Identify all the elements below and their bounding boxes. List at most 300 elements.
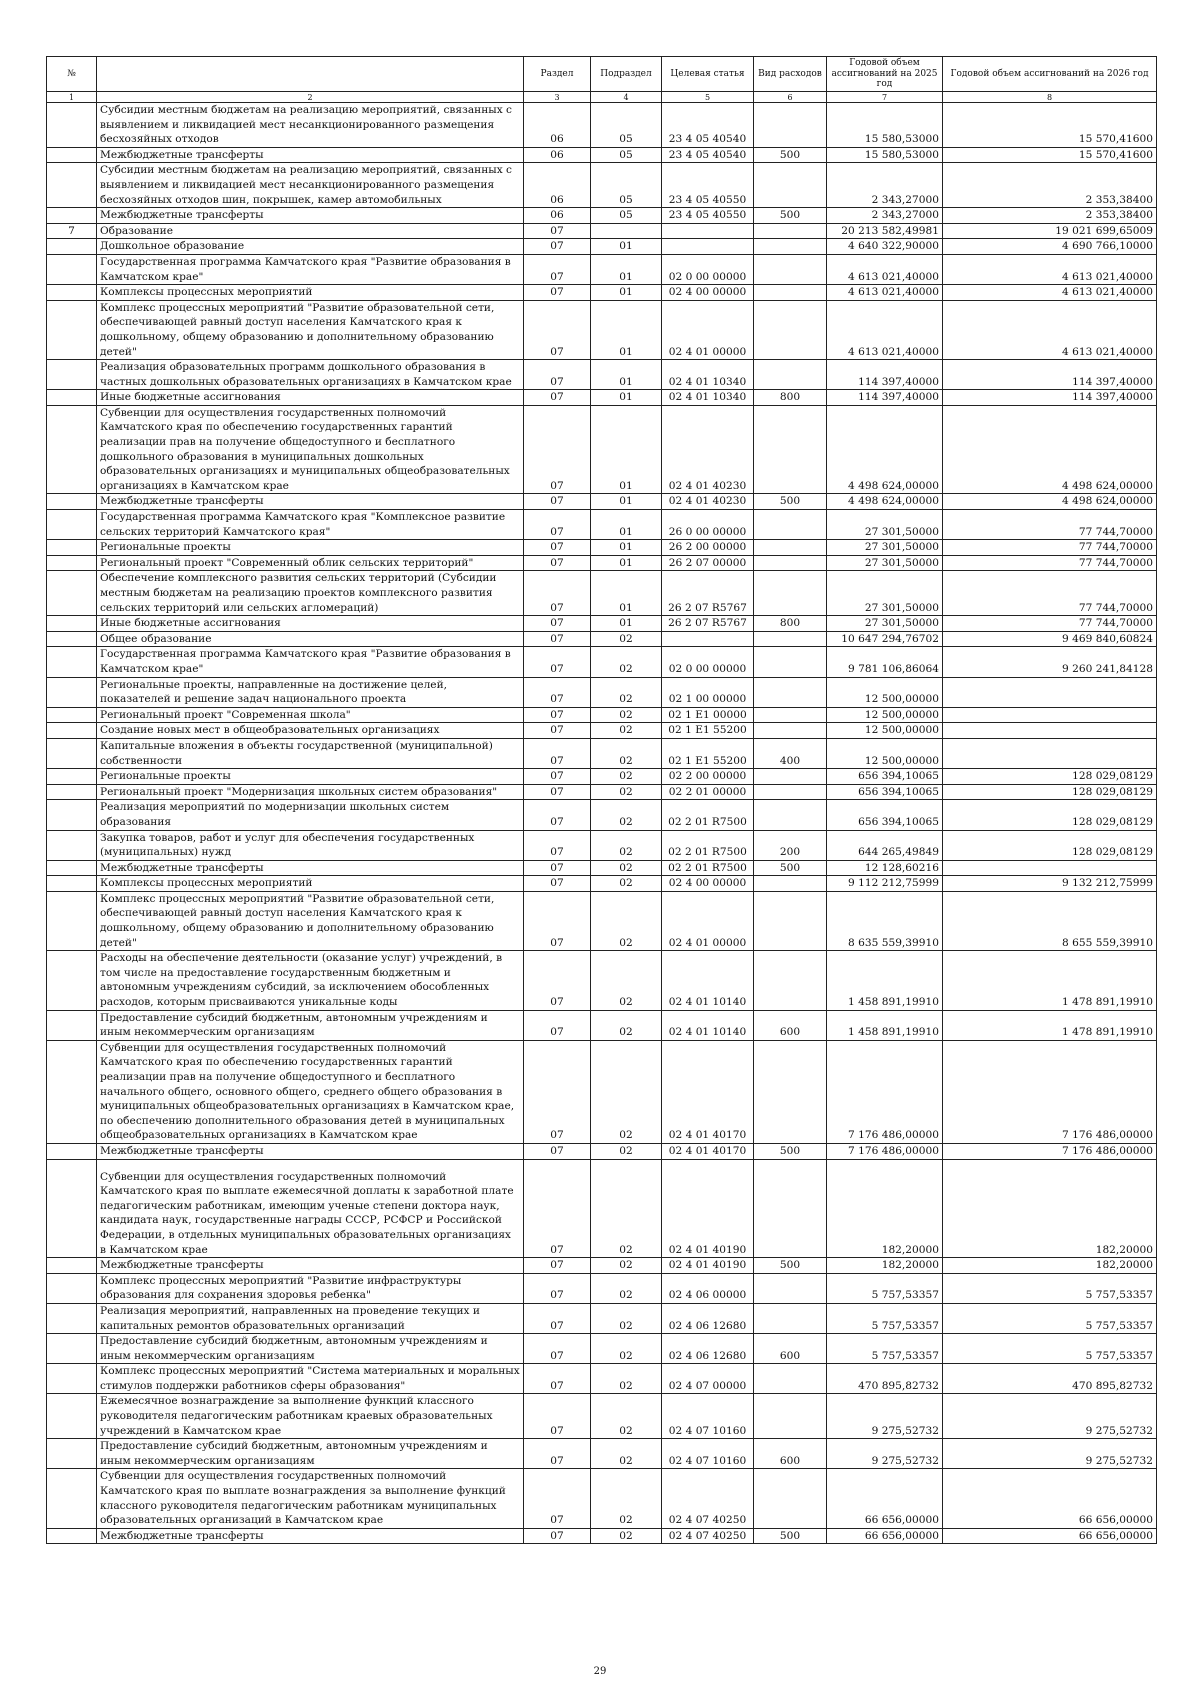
amount-2026	[943, 723, 1157, 739]
column-number-row	[47, 92, 1157, 103]
expense-type-code	[754, 677, 827, 707]
item-name: Региональные проекты	[97, 769, 524, 785]
razdel-code: 07	[524, 769, 591, 785]
amount-2025: 12 500,00000	[827, 738, 943, 768]
razdel-code: 06	[524, 147, 591, 163]
table-row	[47, 860, 1157, 876]
amount-2025: 12 500,00000	[827, 723, 943, 739]
article-code: 02 2 01 R7500	[662, 830, 754, 860]
amount-2025: 4 613 021,40000	[827, 254, 943, 284]
expense-type-code	[754, 1364, 827, 1394]
row-number	[47, 254, 97, 284]
razdel-code: 07	[524, 647, 591, 677]
amount-2025: 114 397,40000	[827, 360, 943, 390]
header-vol2026: Годовой объем ассигнований на 2026 год	[943, 57, 1157, 92]
row-number	[47, 860, 97, 876]
razdel-code: 07	[524, 1040, 591, 1143]
item-name: Комплекс процессных мероприятий "Развитие образовательной сети, обеспечивающей равный доступ населения Камчатского края к дошкольному, общему образованию и дополнительному образованию детей"	[97, 891, 524, 950]
razdel-code: 07	[524, 631, 591, 647]
amount-2026: 5 757,53357	[943, 1273, 1157, 1303]
podrazdel-code: 02	[591, 1303, 662, 1333]
podrazdel-code: 02	[591, 1469, 662, 1528]
expense-type-code	[754, 769, 827, 785]
row-number	[47, 707, 97, 723]
expense-type-code	[754, 239, 827, 255]
podrazdel-code: 01	[591, 254, 662, 284]
podrazdel-code: 02	[591, 1528, 662, 1544]
row-number	[47, 1394, 97, 1439]
razdel-code: 07	[524, 1394, 591, 1439]
podrazdel-code: 02	[591, 860, 662, 876]
article-code: 02 4 01 40170	[662, 1143, 754, 1159]
podrazdel-code: 02	[591, 677, 662, 707]
expense-type-code: 500	[754, 147, 827, 163]
razdel-code: 07	[524, 784, 591, 800]
row-number	[47, 147, 97, 163]
row-number	[47, 390, 97, 406]
amount-2026: 15 570,41600	[943, 147, 1157, 163]
amount-2025: 12 128,60216	[827, 860, 943, 876]
expense-type-code: 600	[754, 1439, 827, 1469]
row-number	[47, 616, 97, 632]
table-row	[47, 223, 1157, 239]
article-code: 26 2 07 00000	[662, 555, 754, 571]
item-name: Субсидии местным бюджетам на реализацию мероприятий, связанных с выявлением и ликвидацией мест несанкционированного размещения бесхозяйных отходов шин, покрышек, камер автомобильных	[97, 163, 524, 208]
item-name: Иные бюджетные ассигнования	[97, 390, 524, 406]
podrazdel-code: 01	[591, 285, 662, 301]
amount-2026: 7 176 486,00000	[943, 1143, 1157, 1159]
item-name: Межбюджетные трансферты	[97, 494, 524, 510]
razdel-code: 07	[524, 616, 591, 632]
table-row	[47, 239, 1157, 255]
amount-2026: 77 744,70000	[943, 555, 1157, 571]
table-row	[47, 1394, 1157, 1439]
expense-type-code: 500	[754, 494, 827, 510]
amount-2025: 114 397,40000	[827, 390, 943, 406]
amount-2026	[943, 707, 1157, 723]
item-name: Субвенции для осуществления государственных полномочий Камчатского края по выплате вознаграждения за выполнение функций классного руководителя педагогическим работникам муниципальных образовательных организаций в Камчатском крае	[97, 1469, 524, 1528]
amount-2026: 1 478 891,19910	[943, 951, 1157, 1010]
podrazdel-code: 01	[591, 405, 662, 494]
row-number	[47, 1364, 97, 1394]
article-code: 02 4 00 00000	[662, 876, 754, 892]
item-name: Межбюджетные трансферты	[97, 860, 524, 876]
table-row	[47, 1364, 1157, 1394]
expense-type-code	[754, 723, 827, 739]
row-number	[47, 738, 97, 768]
article-code: 23 4 05 40540	[662, 147, 754, 163]
row-number	[47, 360, 97, 390]
amount-2026: 128 029,08129	[943, 800, 1157, 830]
amount-2026: 77 744,70000	[943, 571, 1157, 616]
expense-type-code	[754, 223, 827, 239]
amount-2026: 19 021 699,65009	[943, 223, 1157, 239]
amount-2025: 2 343,27000	[827, 208, 943, 224]
expense-type-code	[754, 631, 827, 647]
razdel-code: 07	[524, 1273, 591, 1303]
amount-2026: 77 744,70000	[943, 540, 1157, 556]
table-row	[47, 951, 1157, 1010]
razdel-code: 07	[524, 1143, 591, 1159]
razdel-code: 07	[524, 494, 591, 510]
amount-2025: 656 394,10065	[827, 769, 943, 785]
item-name: Предоставление субсидий бюджетным, автономным учреждениям и иным некоммерческим организациям	[97, 1439, 524, 1469]
razdel-code: 07	[524, 300, 591, 359]
row-number	[47, 1159, 97, 1258]
amount-2026: 66 656,00000	[943, 1528, 1157, 1544]
row-number	[47, 647, 97, 677]
expense-type-code	[754, 876, 827, 892]
article-code: 02 2 00 00000	[662, 769, 754, 785]
amount-2025: 15 580,53000	[827, 147, 943, 163]
podrazdel-code: 02	[591, 631, 662, 647]
table-row	[47, 1303, 1157, 1333]
header-article: Целевая статья	[662, 57, 754, 92]
article-code: 02 0 00 00000	[662, 647, 754, 677]
podrazdel-code: 02	[591, 830, 662, 860]
item-name: Региональный проект "Современный облик сельских территорий"	[97, 555, 524, 571]
razdel-code: 07	[524, 951, 591, 1010]
header-razdel: Раздел	[524, 57, 591, 92]
expense-type-code: 500	[754, 208, 827, 224]
header-podrazdel: Подраздел	[591, 57, 662, 92]
article-code: 02 4 00 00000	[662, 285, 754, 301]
expense-type-code: 500	[754, 860, 827, 876]
podrazdel-code: 02	[591, 738, 662, 768]
expense-type-code	[754, 103, 827, 148]
expense-type-code	[754, 784, 827, 800]
row-number	[47, 876, 97, 892]
podrazdel-code: 02	[591, 1258, 662, 1274]
table-row	[47, 494, 1157, 510]
item-name: Комплекс процессных мероприятий "Развитие инфраструктуры образования для сохранения здоровья ребенка"	[97, 1273, 524, 1303]
row-number	[47, 631, 97, 647]
header-vol2025: Годовой объем ассигнований на 2025 год	[827, 57, 943, 92]
item-name: Государственная программа Камчатского края "Развитие образования в Камчатском крае"	[97, 647, 524, 677]
razdel-code: 07	[524, 285, 591, 301]
article-code: 02 4 01 40170	[662, 1040, 754, 1143]
amount-2025: 182,20000	[827, 1159, 943, 1258]
article-code: 02 1 E1 00000	[662, 707, 754, 723]
amount-2026: 114 397,40000	[943, 360, 1157, 390]
expense-type-code	[754, 1469, 827, 1528]
table-row	[47, 1010, 1157, 1040]
table-row	[47, 1334, 1157, 1364]
header-exp-type: Вид расходов	[754, 57, 827, 92]
table-row	[47, 707, 1157, 723]
table-row	[47, 800, 1157, 830]
row-number	[47, 540, 97, 556]
razdel-code: 07	[524, 1010, 591, 1040]
budget-table	[46, 56, 1157, 1544]
amount-2026: 4 498 624,00000	[943, 494, 1157, 510]
amount-2025: 66 656,00000	[827, 1469, 943, 1528]
expense-type-code	[754, 254, 827, 284]
razdel-code: 07	[524, 738, 591, 768]
table-row	[47, 1469, 1157, 1528]
podrazdel-code: 02	[591, 1394, 662, 1439]
podrazdel-code: 02	[591, 1334, 662, 1364]
article-code: 02 1 E1 55200	[662, 723, 754, 739]
table-row	[47, 555, 1157, 571]
razdel-code: 07	[524, 555, 591, 571]
amount-2025: 7 176 486,00000	[827, 1040, 943, 1143]
amount-2026: 128 029,08129	[943, 769, 1157, 785]
expense-type-code	[754, 951, 827, 1010]
amount-2025: 5 757,53357	[827, 1303, 943, 1333]
amount-2026: 77 744,70000	[943, 510, 1157, 540]
table-row	[47, 285, 1157, 301]
amount-2026: 15 570,41600	[943, 103, 1157, 148]
podrazdel-code: 01	[591, 300, 662, 359]
podrazdel-code: 02	[591, 707, 662, 723]
column-number: 5	[662, 92, 754, 103]
razdel-code: 07	[524, 876, 591, 892]
item-name: Общее образование	[97, 631, 524, 647]
razdel-code: 07	[524, 405, 591, 494]
podrazdel-code: 01	[591, 494, 662, 510]
amount-2025: 27 301,50000	[827, 616, 943, 632]
header-num: №	[47, 57, 97, 92]
article-code: 26 2 07 R5767	[662, 616, 754, 632]
amount-2025: 5 757,53357	[827, 1334, 943, 1364]
row-number	[47, 239, 97, 255]
row-number	[47, 1469, 97, 1528]
razdel-code: 07	[524, 860, 591, 876]
podrazdel-code: 01	[591, 390, 662, 406]
razdel-code: 06	[524, 208, 591, 224]
amount-2025: 182,20000	[827, 1258, 943, 1274]
item-name: Государственная программа Камчатского края "Развитие образования в Камчатском крае"	[97, 254, 524, 284]
razdel-code: 07	[524, 1334, 591, 1364]
article-code: 02 4 06 12680	[662, 1334, 754, 1364]
table-row	[47, 405, 1157, 494]
podrazdel-code: 02	[591, 891, 662, 950]
podrazdel-code: 02	[591, 1364, 662, 1394]
expense-type-code: 400	[754, 738, 827, 768]
table-row	[47, 103, 1157, 148]
row-number	[47, 891, 97, 950]
amount-2026: 128 029,08129	[943, 784, 1157, 800]
expense-type-code	[754, 1273, 827, 1303]
row-number	[47, 769, 97, 785]
amount-2025: 644 265,49849	[827, 830, 943, 860]
item-name: Реализация мероприятий, направленных на проведение текущих и капитальных ремонтов образовательных организаций	[97, 1303, 524, 1333]
amount-2025: 656 394,10065	[827, 800, 943, 830]
item-name: Обеспечение комплексного развития сельских территорий (Субсидии местным бюджетам на реализацию проектов комплексного развития сельских территорий или сельских агломераций)	[97, 571, 524, 616]
article-code: 26 2 00 00000	[662, 540, 754, 556]
table-row	[47, 647, 1157, 677]
item-name: Создание новых мест в общеобразовательных организациях	[97, 723, 524, 739]
podrazdel-code: 01	[591, 616, 662, 632]
podrazdel-code: 01	[591, 510, 662, 540]
razdel-code: 07	[524, 1159, 591, 1258]
amount-2026: 114 397,40000	[943, 390, 1157, 406]
razdel-code: 07	[524, 223, 591, 239]
column-number: 8	[943, 92, 1157, 103]
item-name: Расходы на обеспечение деятельности (оказание услуг) учреждений, в том числе на предоставление государственным бюджетным и автономным учреждениям субсидий, за исключением обособленных расходов, которым присваиваются уникальные коды	[97, 951, 524, 1010]
row-number	[47, 951, 97, 1010]
amount-2026: 5 757,53357	[943, 1303, 1157, 1333]
row-number	[47, 830, 97, 860]
podrazdel-code: 01	[591, 239, 662, 255]
razdel-code: 07	[524, 1528, 591, 1544]
amount-2026: 9 275,52732	[943, 1439, 1157, 1469]
table-row	[47, 723, 1157, 739]
expense-type-code: 500	[754, 1143, 827, 1159]
amount-2026: 4 613 021,40000	[943, 300, 1157, 359]
amount-2026: 9 275,52732	[943, 1394, 1157, 1439]
row-number	[47, 405, 97, 494]
podrazdel-code: 02	[591, 723, 662, 739]
table-row	[47, 738, 1157, 768]
amount-2026: 128 029,08129	[943, 830, 1157, 860]
item-name: Предоставление субсидий бюджетным, автономным учреждениям и иным некоммерческим организациям	[97, 1010, 524, 1040]
podrazdel-code: 01	[591, 571, 662, 616]
podrazdel-code: 02	[591, 951, 662, 1010]
podrazdel-code	[591, 223, 662, 239]
amount-2025: 656 394,10065	[827, 784, 943, 800]
podrazdel-code: 02	[591, 1143, 662, 1159]
item-name: Образование	[97, 223, 524, 239]
razdel-code: 07	[524, 1258, 591, 1274]
razdel-code: 07	[524, 830, 591, 860]
article-code: 02 4 01 10140	[662, 1010, 754, 1040]
amount-2025: 4 640 322,90000	[827, 239, 943, 255]
podrazdel-code: 05	[591, 147, 662, 163]
expense-type-code: 600	[754, 1334, 827, 1364]
amount-2026: 9 260 241,84128	[943, 647, 1157, 677]
amount-2026: 8 655 559,39910	[943, 891, 1157, 950]
article-code	[662, 631, 754, 647]
item-name: Межбюджетные трансферты	[97, 147, 524, 163]
expense-type-code: 500	[754, 1258, 827, 1274]
podrazdel-code: 02	[591, 1273, 662, 1303]
article-code: 02 4 01 00000	[662, 300, 754, 359]
expense-type-code	[754, 571, 827, 616]
razdel-code: 07	[524, 571, 591, 616]
podrazdel-code: 05	[591, 163, 662, 208]
amount-2025: 27 301,50000	[827, 555, 943, 571]
podrazdel-code: 05	[591, 208, 662, 224]
row-number	[47, 555, 97, 571]
amount-2026: 4 690 766,10000	[943, 239, 1157, 255]
amount-2026: 182,20000	[943, 1159, 1157, 1258]
item-name: Межбюджетные трансферты	[97, 1528, 524, 1544]
podrazdel-code: 02	[591, 876, 662, 892]
article-code: 26 2 07 R5767	[662, 571, 754, 616]
amount-2025: 1 458 891,19910	[827, 951, 943, 1010]
amount-2026: 470 895,82732	[943, 1364, 1157, 1394]
row-number	[47, 1143, 97, 1159]
item-name: Закупка товаров, работ и услуг для обеспечения государственных (муниципальных) нужд	[97, 830, 524, 860]
razdel-code: 07	[524, 1439, 591, 1469]
razdel-code: 07	[524, 800, 591, 830]
podrazdel-code: 02	[591, 1040, 662, 1143]
row-number	[47, 208, 97, 224]
article-code: 02 1 00 00000	[662, 677, 754, 707]
amount-2026: 66 656,00000	[943, 1469, 1157, 1528]
item-name: Государственная программа Камчатского края "Комплексное развитие сельских территорий Камчатского края"	[97, 510, 524, 540]
amount-2026	[943, 738, 1157, 768]
row-number	[47, 1010, 97, 1040]
item-name: Субвенции для осуществления государственных полномочий Камчатского края по обеспечению государственных гарантий реализации прав на получение общедоступного и бесплатного начального общего, основного общего, среднего общего образования в муниципальных общеобразовательных организациях в Камчатском крае, по обеспечению дополнительного образования детей в муниципальных общеобразовательных организациях в Камчатском крае	[97, 1040, 524, 1143]
article-code: 02 1 E1 55200	[662, 738, 754, 768]
table-body	[47, 103, 1157, 1544]
item-name: Субсидии местным бюджетам на реализацию мероприятий, связанных с выявлением и ликвидацией мест несанкционированного размещения бесхозяйных отходов	[97, 103, 524, 148]
row-number	[47, 510, 97, 540]
item-name: Региональные проекты, направленные на достижение целей, показателей и решение задач национального проекта	[97, 677, 524, 707]
podrazdel-code: 02	[591, 1010, 662, 1040]
item-name: Комплексы процессных мероприятий	[97, 876, 524, 892]
article-code: 02 4 01 10340	[662, 360, 754, 390]
article-code	[662, 223, 754, 239]
amount-2026	[943, 860, 1157, 876]
expense-type-code	[754, 1303, 827, 1333]
table-row	[47, 254, 1157, 284]
expense-type-code	[754, 647, 827, 677]
razdel-code: 07	[524, 360, 591, 390]
row-number	[47, 1040, 97, 1143]
item-name: Реализация мероприятий по модернизации школьных систем образования	[97, 800, 524, 830]
razdel-code: 06	[524, 163, 591, 208]
table-row	[47, 390, 1157, 406]
amount-2025: 5 757,53357	[827, 1273, 943, 1303]
table-row	[47, 208, 1157, 224]
row-number	[47, 1273, 97, 1303]
item-name: Комплексы процессных мероприятий	[97, 285, 524, 301]
amount-2025: 27 301,50000	[827, 571, 943, 616]
item-name: Комплекс процессных мероприятий "Развитие образовательной сети, обеспечивающей равный доступ населения Камчатского края к дошкольному, общему образованию и дополнительному образованию детей"	[97, 300, 524, 359]
article-code: 02 4 01 00000	[662, 891, 754, 950]
amount-2026: 2 353,38400	[943, 208, 1157, 224]
item-name: Предоставление субсидий бюджетным, автономным учреждениям и иным некоммерческим организациям	[97, 1334, 524, 1364]
podrazdel-code: 01	[591, 555, 662, 571]
podrazdel-code: 02	[591, 1439, 662, 1469]
amount-2025: 27 301,50000	[827, 540, 943, 556]
amount-2025: 7 176 486,00000	[827, 1143, 943, 1159]
razdel-code: 07	[524, 891, 591, 950]
expense-type-code	[754, 360, 827, 390]
podrazdel-code: 01	[591, 360, 662, 390]
row-number	[47, 103, 97, 148]
amount-2025: 66 656,00000	[827, 1528, 943, 1544]
table-row	[47, 677, 1157, 707]
expense-type-code	[754, 891, 827, 950]
table-row	[47, 830, 1157, 860]
amount-2025: 15 580,53000	[827, 103, 943, 148]
article-code: 02 0 00 00000	[662, 254, 754, 284]
article-code: 02 4 01 40190	[662, 1159, 754, 1258]
amount-2025: 20 213 582,49981	[827, 223, 943, 239]
amount-2025: 10 647 294,76702	[827, 631, 943, 647]
amount-2025: 1 458 891,19910	[827, 1010, 943, 1040]
table-row	[47, 147, 1157, 163]
razdel-code: 07	[524, 510, 591, 540]
table-row	[47, 616, 1157, 632]
razdel-code: 07	[524, 390, 591, 406]
table-row	[47, 360, 1157, 390]
article-code: 23 4 05 40550	[662, 208, 754, 224]
item-name: Реализация образовательных программ дошкольного образования в частных дошкольных образовательных организациях в Камчатском крае	[97, 360, 524, 390]
podrazdel-code: 02	[591, 647, 662, 677]
amount-2025: 4 498 624,00000	[827, 405, 943, 494]
expense-type-code: 200	[754, 830, 827, 860]
amount-2025: 12 500,00000	[827, 707, 943, 723]
row-number: 7	[47, 223, 97, 239]
article-code: 02 2 01 R7500	[662, 800, 754, 830]
article-code: 26 0 00 00000	[662, 510, 754, 540]
